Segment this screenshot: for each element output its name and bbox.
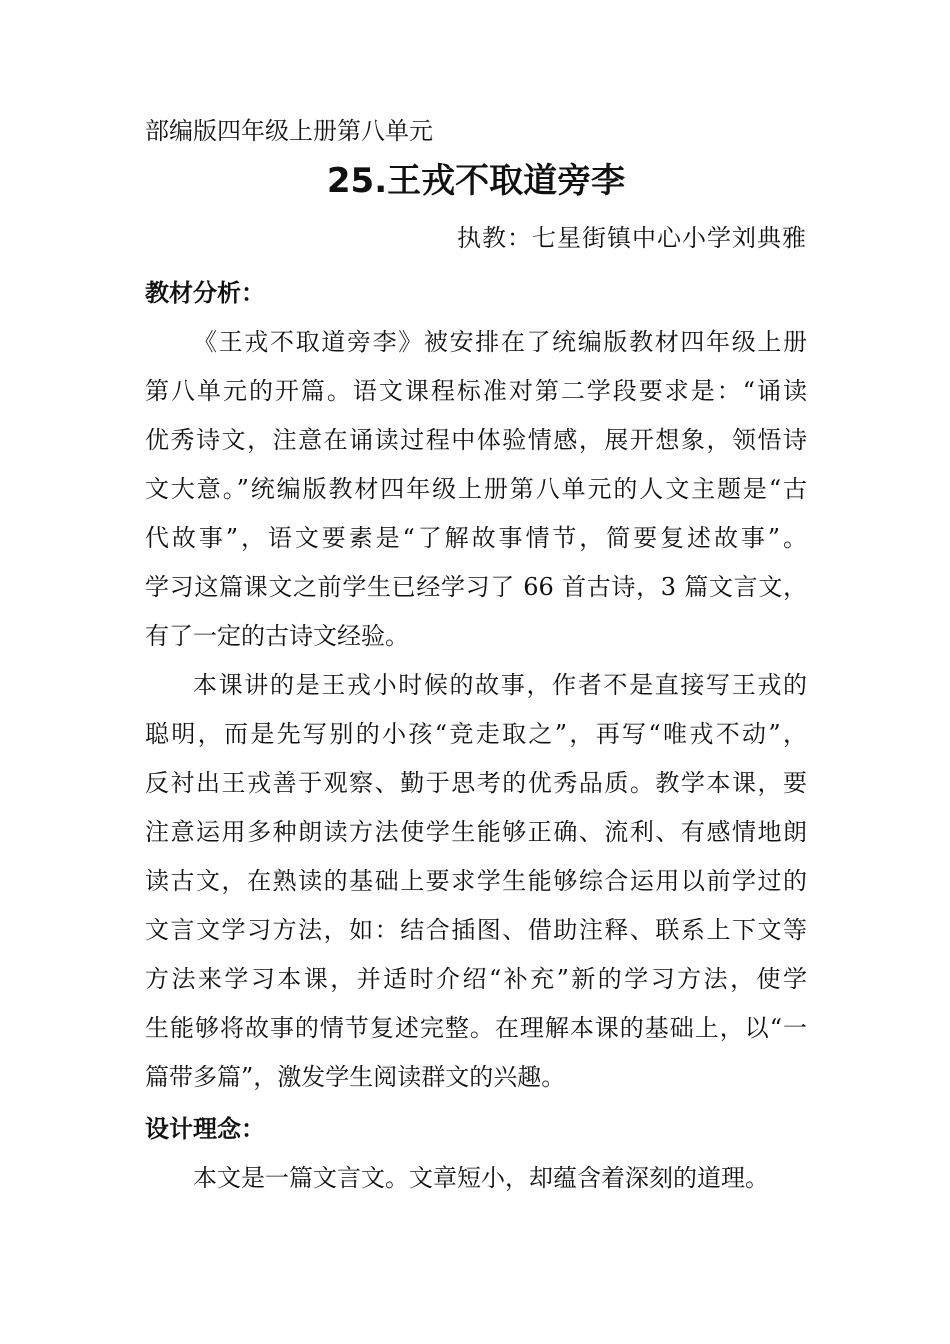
paragraph-line: 读古文，在熟读的基础上要求学生能够综合运用以前学过的: [145, 867, 807, 895]
paragraph-line: 优秀诗文，注意在诵读过程中体验情感，展开想象，领悟诗: [145, 426, 807, 454]
paragraph-line: 有了一定的古诗文经验。: [145, 622, 409, 650]
design-heading: 设计理念：: [145, 1114, 265, 1143]
paragraph-line: 《王戎不取道旁李》被安排在了统编版教材四年级上册: [193, 328, 807, 356]
paragraph-line: 本文是一篇文言文。文章短小，却蕴含着深刻的道理。: [193, 1164, 769, 1192]
paragraph-line: 方法来学习本课，并适时介绍“补充”新的学习方法，使学: [145, 965, 807, 993]
lesson-title: 25.王戎不取道旁李: [326, 161, 626, 201]
paragraph-line: 第八单元的开篇。语文课程标准对第二学段要求是：“诵读: [145, 377, 807, 405]
analysis-heading: 教材分析：: [145, 278, 265, 307]
paragraph-line: 反衬出王戎善于观察、勤于思考的优秀品质。教学本课，要: [145, 769, 807, 797]
paragraph-line: 本课讲的是王戎小时候的故事，作者不是直接写王戎的: [193, 671, 807, 699]
paragraph-line: 文大意。”统编版教材四年级上册第八单元的人文主题是“古: [145, 475, 807, 503]
document-page: [145, 108, 807, 1203]
analysis-paragraph-1: [145, 318, 807, 661]
paragraph-line: 代故事”，语文要素是“了解故事情节，简要复述故事”。: [145, 524, 807, 552]
paragraph-line: 文言文学习方法，如：结合插图、借助注释、联系上下文等: [145, 916, 807, 944]
paragraph-line: 生能够将故事的情节复述完整。在理解本课的基础上，以“一: [145, 1014, 807, 1042]
paragraph-line: 篇带多篇”，激发学生阅读群文的兴趣。: [145, 1063, 566, 1091]
design-paragraph-1: [145, 1154, 807, 1203]
paragraph-line: 注意运用多种朗读方法使学生能够正确、流利、有感情地朗: [145, 818, 807, 846]
paragraph-line: 学习这篇课文之前学生已经学习了 66 首古诗，3 篇文言文，: [145, 573, 807, 601]
analysis-paragraph-2: [145, 661, 807, 1102]
teacher-line: 执教：七星街镇中心小学刘典雅: [457, 224, 807, 252]
paragraph-line: 聪明，而是先写别的小孩“竞走取之”，再写“唯戎不动”，: [145, 720, 807, 748]
series-label: 部编版四年级上册第八单元: [145, 117, 433, 145]
